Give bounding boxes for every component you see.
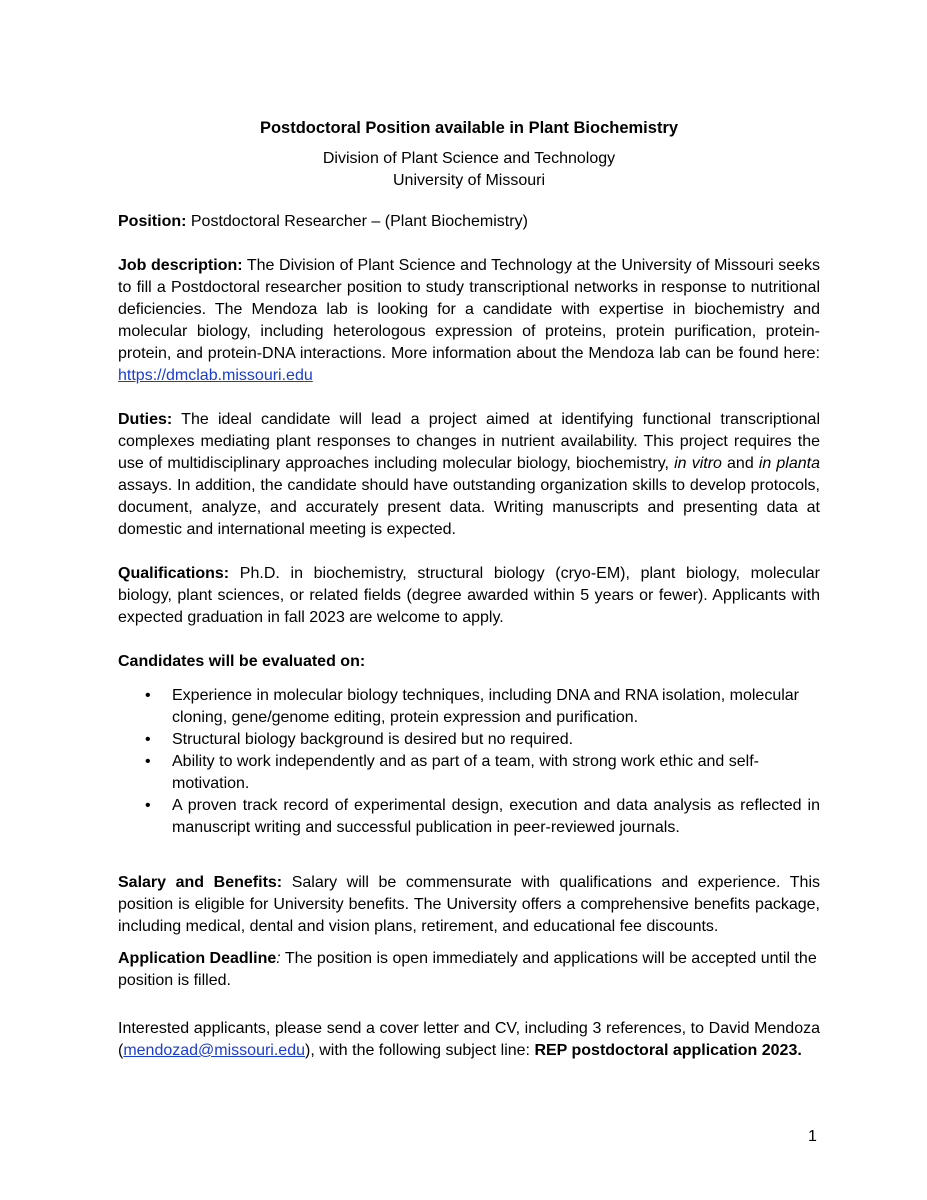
contact-email-link[interactable]: mendozad@missouri.edu (123, 1042, 305, 1059)
duties-label: Duties: (118, 411, 173, 428)
duties-text-3: assays. In addition, the candidate should have outstanding organization skills to develop protocols, document, analyze, and accurately present data. Writing manuscripts and presenting data at domestic and international meeting is expected. (118, 477, 820, 538)
deadline-label: Application Deadline (118, 950, 277, 967)
deadline-text: The position is open immediately and applications will be accepted until the position is filled. (118, 950, 817, 989)
salary-label: Salary and Benefits: (118, 874, 283, 891)
deadline-colon: : (276, 950, 281, 967)
list-item: • Structural biology background is desired but no required. (172, 729, 820, 751)
qualifications-text: Ph.D. in biochemistry, structural biology (cryo-EM), plant biology, molecular biology, plant sciences, or related fields (degree awarded within 5 years or fewer). Applicants with expected graduation in fall 2023 are welcome to apply. (118, 565, 820, 626)
qualifications-paragraph (118, 563, 820, 629)
duties-paragraph (118, 409, 820, 541)
division-name: Division of Plant Science and Technology (322, 150, 616, 167)
duties-text-2: and (721, 455, 759, 472)
evaluation-heading (118, 651, 820, 673)
job-description-text: The Division of Plant Science and Technology at the University of Missouri seeks to fill a Postdoctoral researcher position to study transcriptional networks in response to nutritional deficiencies. The Mendoza lab is looking for a candidate with expertise in biochemistry and molecular biology, including heterologous expression of proteins, protein purification, protein-protein, and protein-DNA interactions. More information about the Mendoza lab can be found here: (118, 257, 821, 362)
page-number: 1 (808, 1128, 817, 1145)
email-subject-line: REP postdoctoral application 2023. (534, 1042, 802, 1059)
list-item: • A proven track record of experimental design, execution and data analysis as reflected in manuscript writing and successful publication in peer-reviewed journals. (172, 795, 820, 839)
duties-italic-in-planta: in planta (758, 455, 821, 472)
evaluation-heading-text: Candidates will be evaluated on: (118, 653, 366, 670)
apply-text-2: ), with the following subject line: (305, 1042, 535, 1059)
apply-text-1: Interested applicants, please send a cover letter and CV, including 3 references, to David Mendoza ( (118, 1020, 820, 1059)
deadline-paragraph (118, 948, 820, 992)
job-description-paragraph (118, 255, 820, 387)
position-paragraph (118, 211, 820, 233)
position-text: Postdoctoral Researcher – (Plant Biochemistry) (186, 213, 528, 230)
lab-website-link[interactable]: https://dmclab.missouri.edu (118, 367, 313, 384)
evaluation-list (118, 685, 820, 839)
page-title: Postdoctoral Position available in Plant Biochemistry (259, 119, 679, 137)
salary-text: Salary will be commensurate with qualifications and experience. This position is eligible for University benefits. The University offers a comprehensive benefits package, including medical, dental and vision plans, retirement, and educational fee discounts. (118, 874, 821, 935)
position-label: Position: (118, 213, 187, 230)
list-item: • Ability to work independently and as part of a team, with strong work ethic and self-motivation. (172, 751, 820, 795)
job-description-label: Job description: (118, 257, 243, 274)
duties-text-1: The ideal candidate will lead a project aimed at identifying functional transcriptional complexes mediating plant responses to changes in nutrient availability. This project requires the use of multidisciplinary approaches including molecular biology, biochemistry, (118, 411, 820, 472)
duties-italic-in-vitro: in vitro (674, 455, 722, 472)
list-item: • Experience in molecular biology techniques, including DNA and RNA isolation, molecular cloning, gene/genome editing, protein expression and purification. (172, 685, 820, 729)
apply-paragraph (118, 1018, 820, 1062)
document-body (118, 117, 820, 1062)
qualifications-label: Qualifications: (118, 565, 230, 582)
salary-paragraph (118, 872, 820, 938)
university-name: University of Missouri (392, 172, 546, 189)
